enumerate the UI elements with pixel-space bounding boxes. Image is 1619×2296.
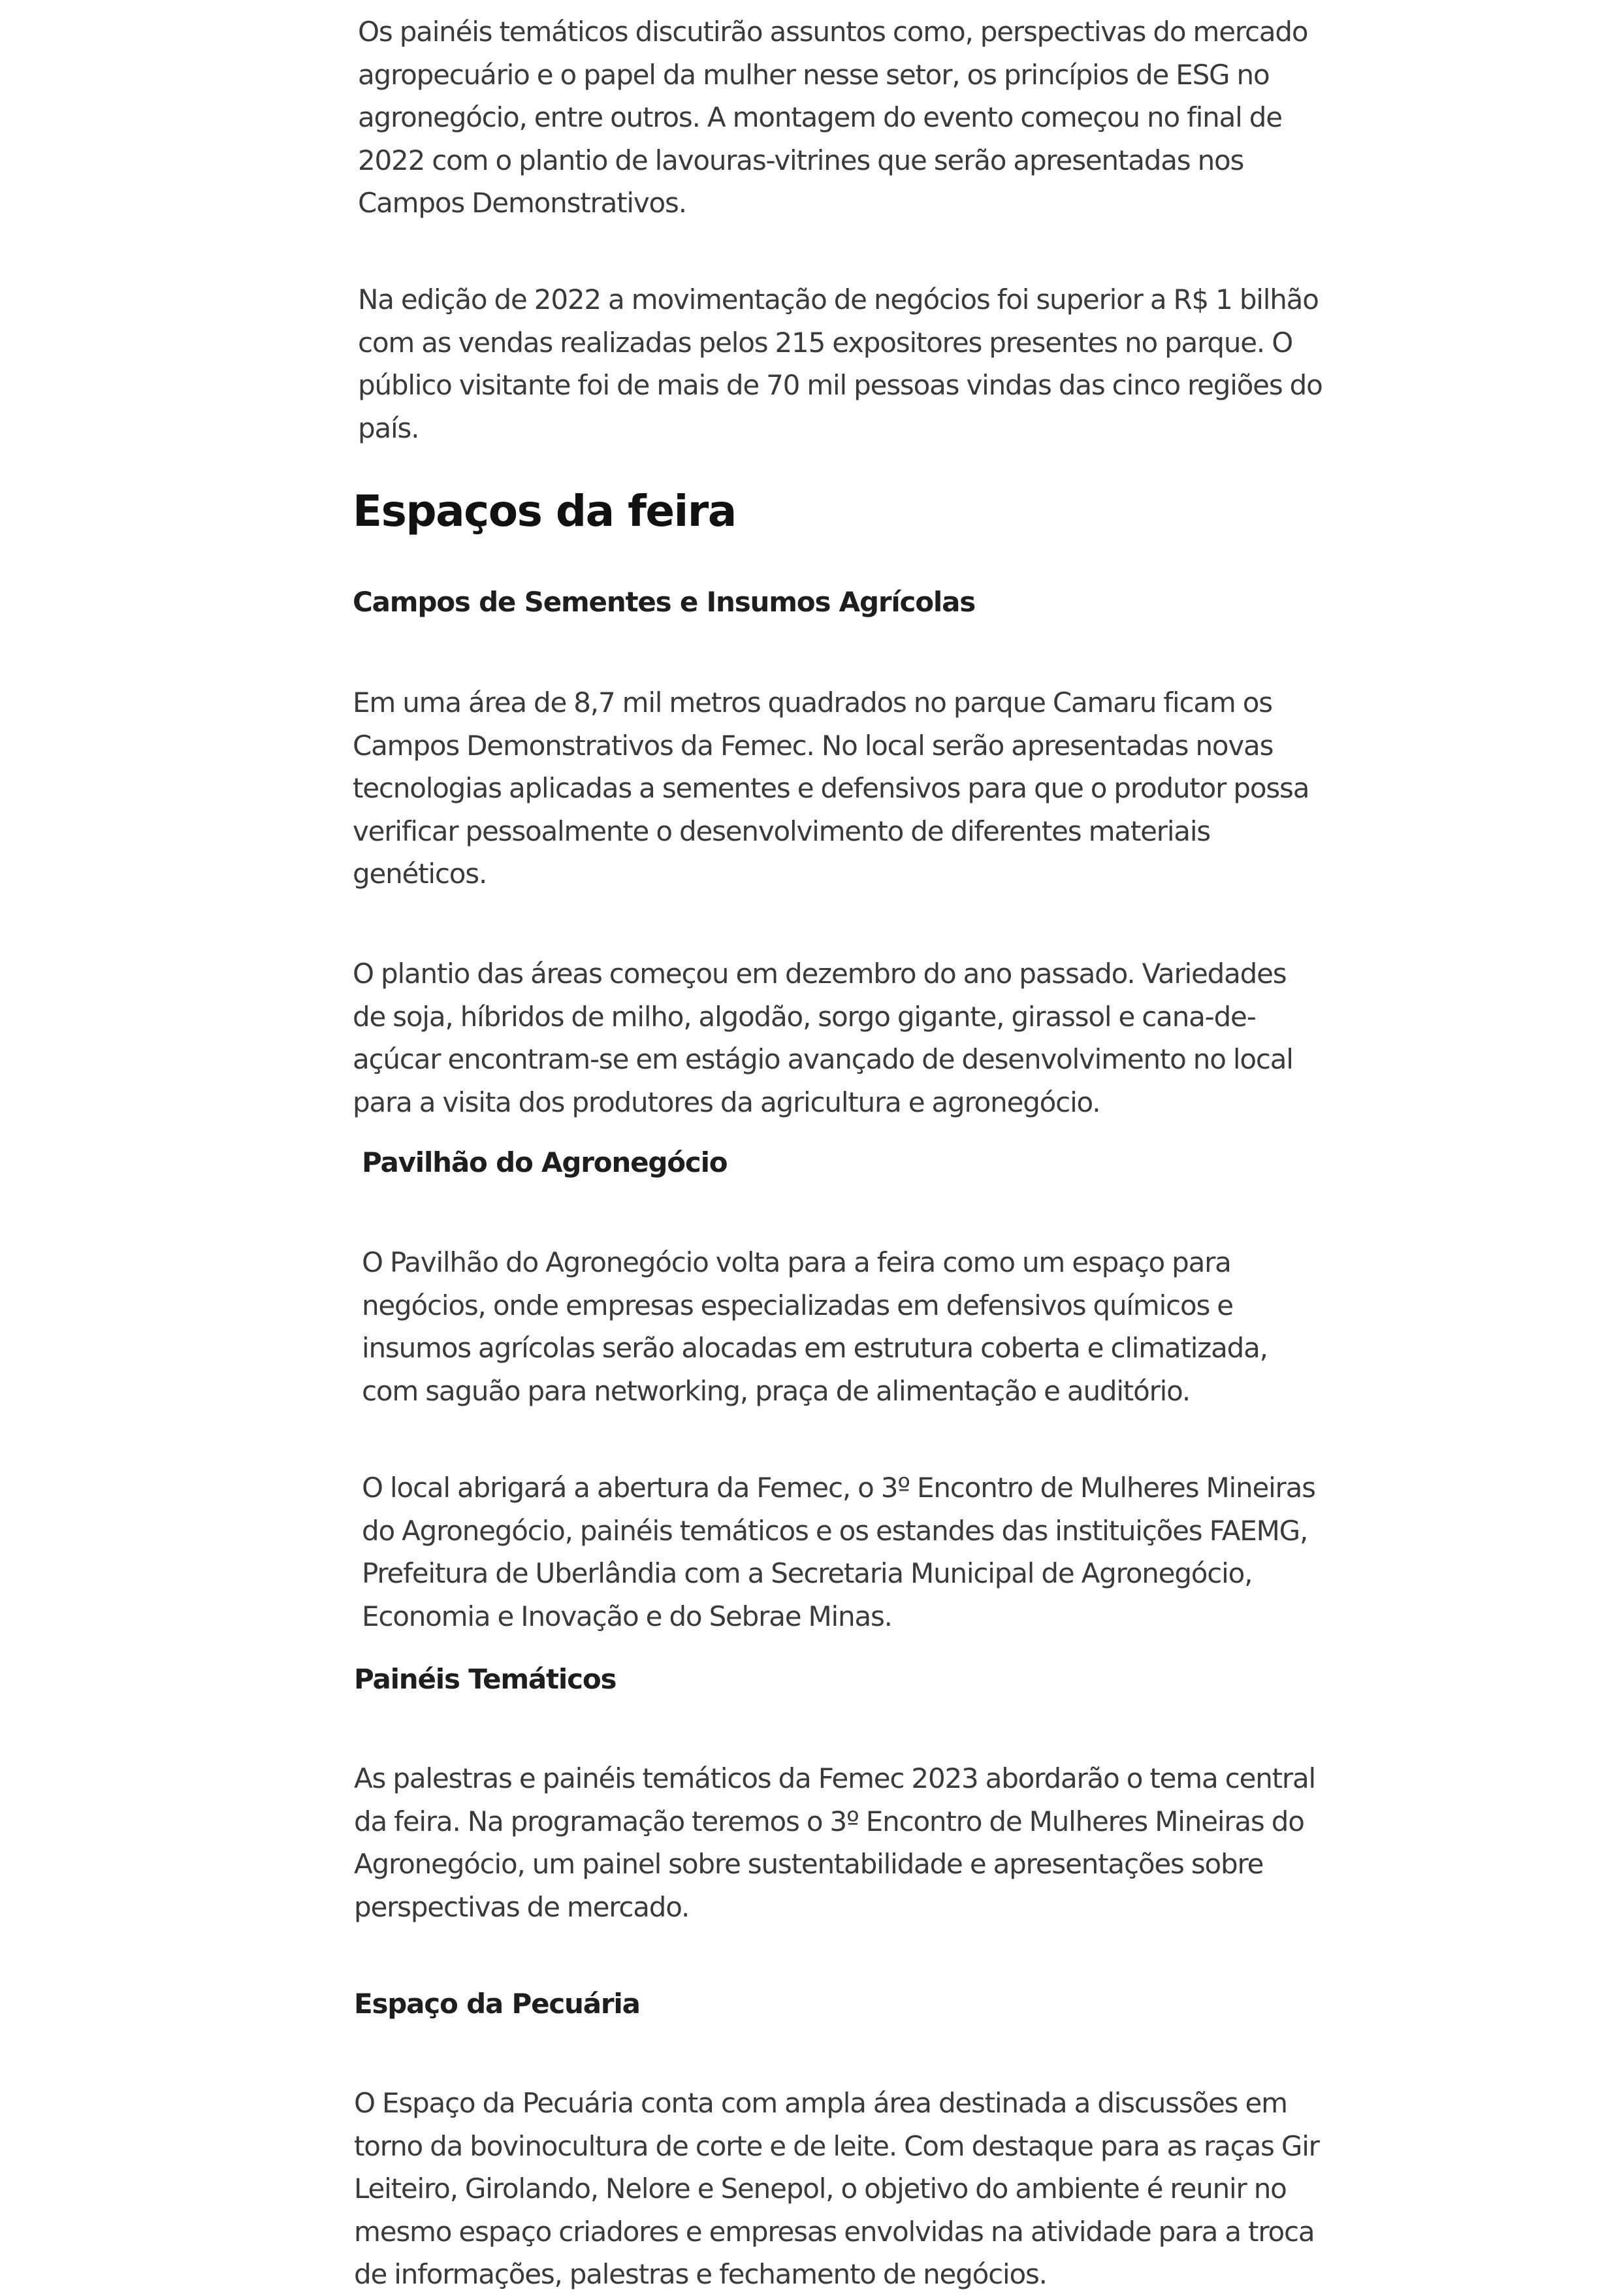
subsection-heading-pavilhao: Pavilhão do Agronegócio [362, 1146, 728, 1178]
text-line: genéticos. [353, 858, 487, 890]
text-line: Em uma área de 8,7 mil metros quadrados no parque Camaru ficam os [353, 687, 1272, 719]
text-line: verificar pessoalmente o desenvolvimento de diferentes materiais [353, 815, 1210, 847]
text-line: As palestras e painéis temáticos da Femec 2023 abordarão o tema central [354, 1762, 1315, 1794]
text-line: Campos Demonstrativos. [358, 187, 686, 219]
text-line: da feira. Na programação teremos o 3º Encontro de Mulheres Mineiras do [354, 1805, 1304, 1837]
text-line: país. [358, 412, 419, 444]
text-line: Agronegócio, um painel sobre sustentabilidade e apresentações sobre [354, 1848, 1264, 1880]
section-heading: Espaços da feira [353, 486, 736, 536]
intro-paragraph-1 [358, 10, 1307, 225]
text-line: Prefeitura de Uberlândia com a Secretaria Municipal de Agronegócio, [362, 1557, 1253, 1589]
text-line: negócios, onde empresas especializadas em defensivos químicos e [362, 1289, 1233, 1321]
text-line: açúcar encontram-se em estágio avançado de desenvolvimento no local [353, 1043, 1293, 1075]
subsection-heading-pecuaria: Espaço da Pecuária [354, 1988, 640, 2020]
pavilhao-paragraph-2 [362, 1466, 1315, 1638]
subsection-heading-campos: Campos de Sementes e Insumos Agrícolas [353, 586, 976, 618]
text-line: O local abrigará a abertura da Femec, o 3º Encontro de Mulheres Mineiras [362, 1472, 1315, 1504]
text-line: para a visita dos produtores da agricultura e agronegócio. [353, 1086, 1100, 1118]
text-line: Campos Demonstrativos da Femec. No local serão apresentadas novas [353, 729, 1274, 762]
intro-paragraph-2 [358, 278, 1322, 449]
text-line: mesmo espaço criadores e empresas envolvidas na atividade para a troca [354, 2215, 1315, 2248]
text-line: O Espaço da Pecuária conta com ampla área destinada a discussões em [354, 2087, 1287, 2119]
text-line: de soja, híbridos de milho, algodão, sorgo gigante, girassol e cana-de- [353, 1000, 1256, 1033]
text-line: Os painéis temáticos discutirão assuntos como, perspectivas do mercado [358, 16, 1308, 48]
subsection-heading-paineis: Painéis Temáticos [354, 1663, 617, 1695]
text-line: tecnologias aplicadas a sementes e defensivos para que o produtor possa [353, 772, 1309, 804]
text-line: de informações, palestras e fechamento de negócios. [354, 2258, 1047, 2290]
text-line: Leiteiro, Girolando, Nelore e Senepol, o objetivo do ambiente é reunir no [354, 2173, 1287, 2205]
text-line: O Pavilhão do Agronegócio volta para a feira como um espaço para [362, 1246, 1231, 1278]
text-line: insumos agrícolas serão alocadas em estrutura coberta e climatizada, [362, 1332, 1268, 1364]
paineis-paragraph-1 [354, 1757, 1315, 1928]
text-line: 2022 com o plantio de lavouras-vitrines que serão apresentadas nos [358, 144, 1244, 176]
text-line: perspectivas de mercado. [354, 1890, 690, 1923]
text-line: Na edição de 2022 a movimentação de negócios foi superior a R$ 1 bilhão [358, 283, 1319, 315]
text-line: com saguão para networking, praça de alimentação e auditório. [362, 1374, 1191, 1407]
text-line: torno da bovinocultura de corte e de leite. Com destaque para as raças Gir [354, 2129, 1319, 2162]
text-line: agropecuário e o papel da mulher nesse setor, os princípios de ESG no [358, 58, 1270, 91]
text-line: do Agronegócio, painéis temáticos e os estandes das instituições FAEMG, [362, 1514, 1308, 1547]
pavilhao-paragraph-1 [362, 1241, 1268, 1412]
text-line: com as vendas realizadas pelos 215 expositores presentes no parque. O [358, 326, 1293, 359]
campos-paragraph-2 [353, 952, 1293, 1124]
campos-paragraph-1 [353, 681, 1309, 896]
text-line: O plantio das áreas começou em dezembro do ano passado. Variedades [353, 958, 1287, 990]
pecuaria-paragraph-1 [354, 2082, 1319, 2296]
text-line: Economia e Inovação e do Sebrae Minas. [362, 1600, 892, 1632]
text-line: agronegócio, entre outros. A montagem do evento começou no final de [358, 101, 1282, 133]
text-line: público visitante foi de mais de 70 mil pessoas vindas das cinco regiões do [358, 369, 1322, 401]
